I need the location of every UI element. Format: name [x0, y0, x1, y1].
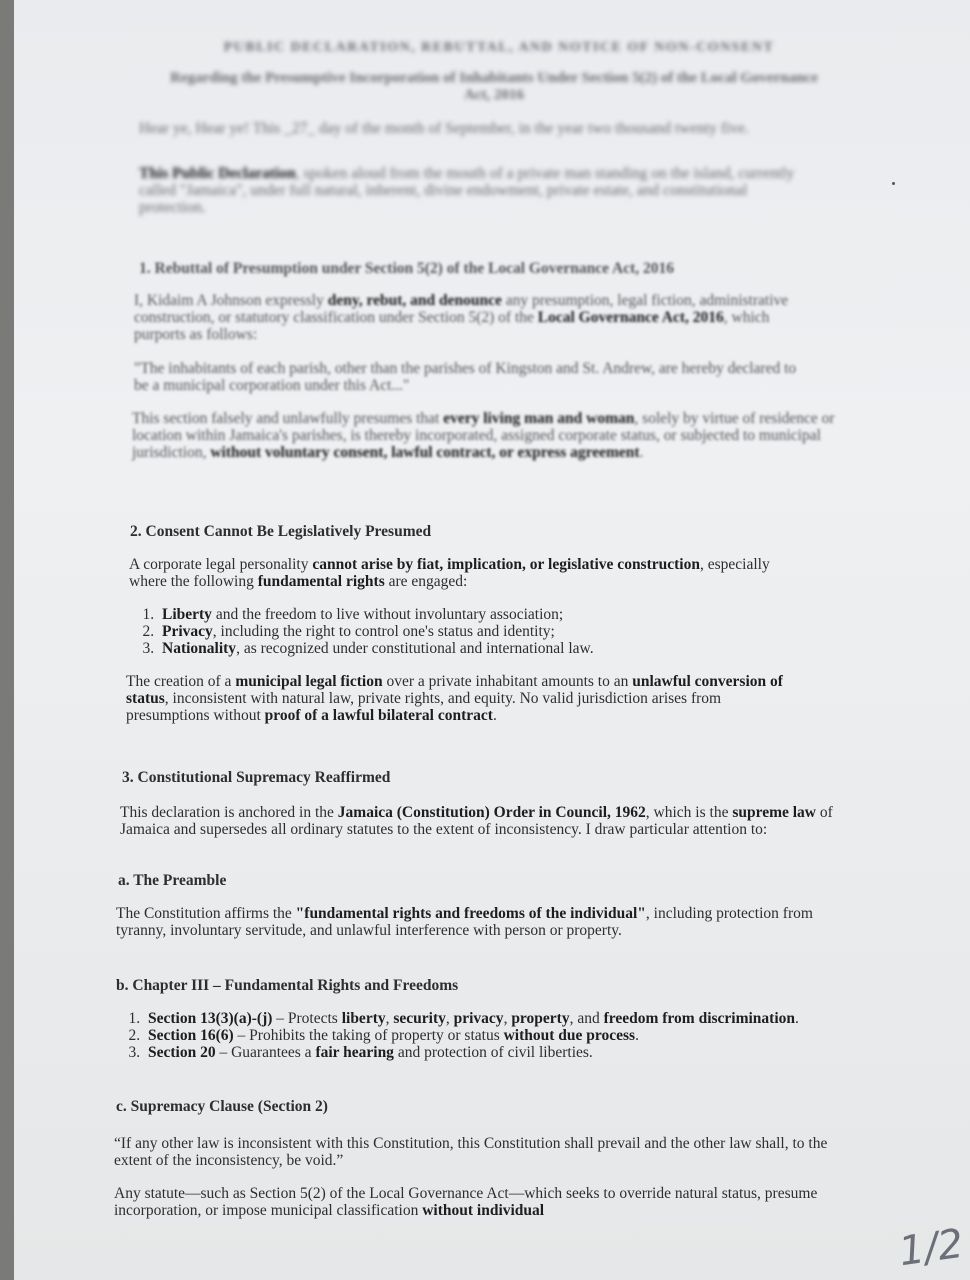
bold-text: municipal legal fiction	[235, 673, 383, 690]
bold-text: Nationality	[162, 640, 237, 657]
bold-text: freedom from discrimination	[603, 1010, 796, 1027]
section2-paragraph2	[126, 673, 806, 724]
text: , and	[569, 1010, 604, 1027]
text: , as recognized under constitutional and international law.	[236, 640, 594, 657]
bold-text: liberty	[341, 1010, 386, 1027]
text: , which is the	[645, 804, 733, 821]
bold-text: without individual	[422, 1202, 545, 1219]
section1-paragraph1	[134, 292, 794, 343]
text: .	[639, 444, 644, 461]
text: , including the right to control one's status and identity;	[212, 623, 555, 640]
speck	[892, 182, 895, 185]
text: ,	[503, 1010, 512, 1027]
text: , solely by virtue of residence or location within Jamaica's parishes, is thereby incorporated, assigned corporate status, or subjected to municipal jurisdiction,	[132, 410, 835, 461]
section2-heading: 2. Consent Cannot Be Legislatively Presumed	[130, 523, 432, 540]
bold-text: Section 13(3)(a)-(j)	[148, 1010, 273, 1027]
bold-text: every living man and woman	[443, 410, 635, 427]
bold-text: fundamental rights	[257, 573, 385, 590]
section3-paragraph1	[120, 804, 840, 838]
document-page	[14, 0, 970, 1280]
bold-text: deny, rebut, and denounce	[327, 292, 502, 309]
bold-text: proof of a lawful bilateral contract	[264, 707, 493, 724]
section3-heading: 3. Constitutional Supremacy Reaffirmed	[122, 769, 391, 786]
text: and protection of civil liberties.	[393, 1044, 593, 1061]
bold-text: Liberty	[162, 606, 212, 623]
bold-text: Section 20	[148, 1044, 216, 1061]
intro-declaration-text: , spoken aloud from the mouth of a private man standing on the island, currently called "Jamaica", under full natural, inherent, divine endowment, private estate, and constitutional protection.	[139, 165, 795, 216]
text: of Jamaica and supersedes all ordinary statutes to the extent of inconsistency. I draw particular attention to:	[120, 804, 833, 838]
bold-text: property	[511, 1010, 570, 1027]
section3c-quote: “If any other law is inconsistent with this Constitution, this Constitution shall prevail and the other law shall, to the extent of the inconsistency, be void.”	[114, 1135, 828, 1169]
bold-text: unlawful conversion of status	[126, 673, 783, 707]
section3b-heading: b. Chapter III – Fundamental Rights and Freedoms	[116, 977, 459, 994]
list-item	[144, 1010, 824, 1027]
bold-text: security	[393, 1010, 446, 1027]
bold-text: without due process	[503, 1027, 636, 1044]
list-item	[158, 623, 818, 640]
page-subtitle: Regarding the Presumptive Incorporation of Inhabitants Under Section 5(2) of the Local Governance Act, 2016	[170, 70, 818, 103]
text: .	[795, 1010, 799, 1027]
text: ,	[445, 1010, 454, 1027]
text: .	[492, 707, 497, 724]
bold-text: supreme law	[732, 804, 816, 821]
bold-text: "fundamental rights and freedoms of the individual"	[295, 905, 646, 922]
text: – Prohibits the taking of property or status	[233, 1027, 504, 1044]
text: A corporate legal personality	[129, 556, 313, 573]
bold-text: fair hearing	[315, 1044, 394, 1061]
section3a-heading: a. The Preamble	[118, 872, 227, 889]
intro-hear-ye: Hear ye, Hear ye! This _27_ day of the month of September, in the year two thousand twenty five.	[139, 120, 749, 137]
text: ,	[385, 1010, 394, 1027]
text: over a private inhabitant amounts to an	[382, 673, 633, 690]
text: – Guarantees a	[215, 1044, 316, 1061]
section3a-paragraph	[116, 905, 816, 939]
bold-text: without voluntary consent, lawful contract, or express agreement	[210, 444, 640, 461]
text: The Constitution affirms the	[116, 905, 296, 922]
section2-paragraph1	[129, 556, 799, 590]
bold-text: Section 16(6)	[148, 1027, 234, 1044]
list-item	[144, 1044, 824, 1061]
text: , including protection from tyranny, involuntary servitude, and unlawful interference with person or property.	[116, 905, 813, 939]
intro-declaration	[139, 165, 809, 216]
section1-paragraph2	[132, 410, 842, 461]
text: , inconsistent with natural law, private rights, and equity. No valid jurisdiction arises from presumptions without	[126, 690, 722, 724]
bold-text: Jamaica (Constitution) Order in Council, 1962	[337, 804, 646, 821]
bold-text: privacy	[453, 1010, 504, 1027]
text: This declaration is anchored in the	[120, 804, 338, 821]
text: are engaged:	[384, 573, 468, 590]
page-number-marker: 1/2	[896, 1220, 967, 1276]
section1-quote: "The inhabitants of each parish, other than the parishes of Kingston and St. Andrew, are hereby declared to be a municipal corporation under this Act..."	[134, 360, 797, 394]
text: This section falsely and unlawfully presumes that	[132, 410, 444, 427]
section1-heading: 1. Rebuttal of Presumption under Section 5(2) of the Local Governance Act, 2016	[139, 260, 674, 277]
section3b-list	[118, 1010, 824, 1061]
text: The creation of a	[126, 673, 236, 690]
section2-rights-list	[132, 606, 818, 657]
section3c-paragraph	[114, 1185, 834, 1219]
list-item	[158, 640, 818, 657]
intro-declaration-bold: This Public Declaration	[139, 165, 296, 182]
bold-text: cannot arise by fiat, implication, or legislative construction	[312, 556, 700, 573]
page-title: PUBLIC DECLARATION, REBUTTAL, AND NOTICE OF NON-CONSENT	[223, 40, 775, 55]
text: any presumption, legal fiction, administrative construction, or statutory classification under Section 5(2) of the	[134, 292, 789, 326]
text: , which purports as follows:	[134, 309, 770, 343]
text: Any statute—such as Section 5(2) of the Local Governance Act—which seeks to override natural status, presume incorporation, or impose municipal classification	[114, 1185, 818, 1219]
list-item	[158, 606, 818, 623]
text: .	[635, 1027, 639, 1044]
list-item	[144, 1027, 824, 1044]
text: , especially where the following	[129, 556, 770, 590]
text: I, Kidaim A Johnson expressly	[134, 292, 328, 309]
text: – Protects	[272, 1010, 342, 1027]
bold-text: Privacy	[162, 623, 213, 640]
bold-text: Local Governance Act, 2016	[537, 309, 724, 326]
section3c-heading: c. Supremacy Clause (Section 2)	[116, 1098, 328, 1115]
text: and the freedom to live without involuntary association;	[211, 606, 564, 623]
